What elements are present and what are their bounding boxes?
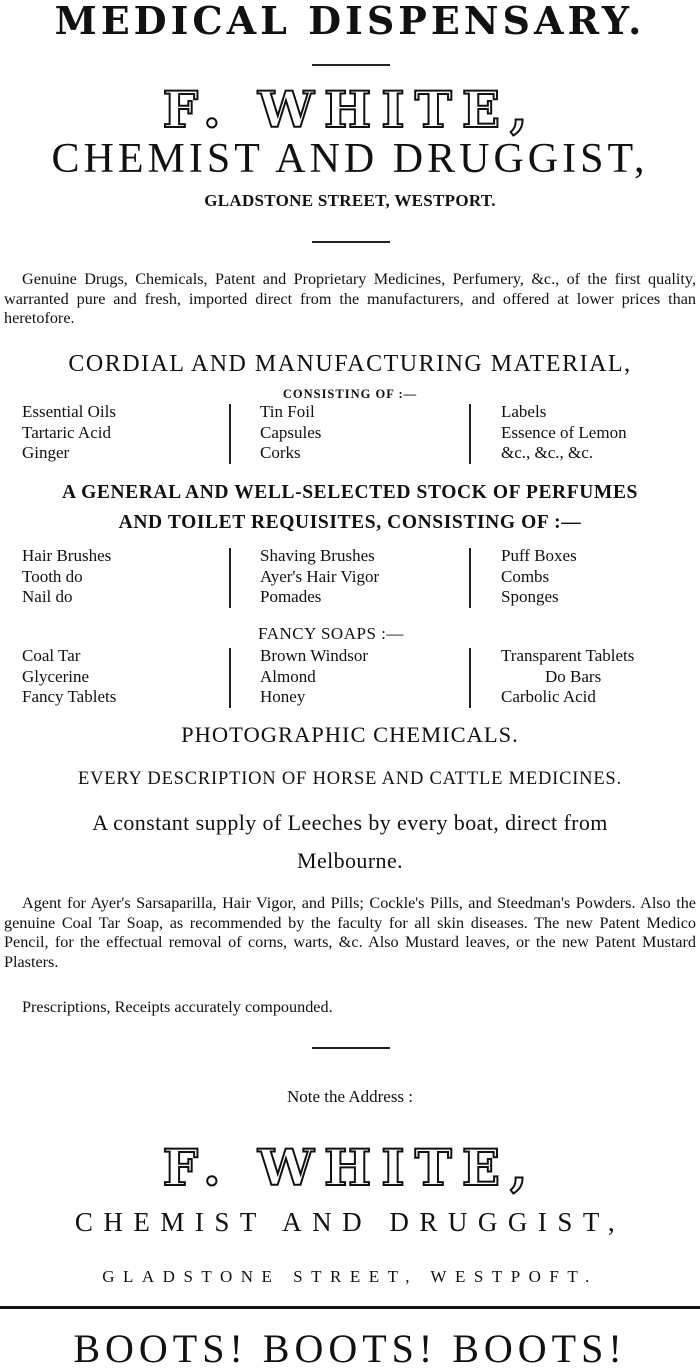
cordial-column-1	[22, 402, 116, 464]
list-item: Almond	[260, 666, 316, 686]
soaps-column-2	[260, 646, 368, 708]
list-item: Combs	[501, 566, 550, 586]
proprietor-name: F. WHITE,	[162, 80, 538, 139]
list-item: Essence of Lemon	[501, 422, 627, 442]
leeches-line-1: A constant supply of Leeches by every boat, direct from	[92, 810, 608, 835]
soaps-column-1	[22, 646, 116, 708]
prescriptions-line: Prescriptions, Receipts accurately compounded.	[22, 998, 333, 1016]
list-item: Do Bars	[545, 666, 602, 686]
footer-address: GLADSTONE STREET, WESTPOFT.	[102, 1267, 598, 1286]
divider-short	[312, 241, 390, 243]
column-divider	[229, 404, 231, 464]
perfumes-heading-line-2: AND TOILET REQUISITES, CONSISTING OF :—	[118, 512, 582, 533]
advertisement-separator	[0, 1306, 700, 1309]
list-item: Shaving Brushes	[260, 546, 375, 565]
list-item: Sponges	[501, 587, 559, 606]
list-item: Hair Brushes	[22, 546, 112, 565]
list-item: Ginger	[22, 443, 70, 462]
cordial-heading: CORDIAL AND MANUFACTURING MATERIAL,	[68, 351, 632, 377]
list-item: &c., &c., &c.	[501, 443, 594, 462]
perfumes-columns	[0, 546, 700, 610]
trade-title: CHEMIST AND DRUGGIST,	[51, 136, 649, 182]
list-item: Essential Oils	[22, 402, 116, 421]
column-divider	[469, 648, 471, 708]
list-item: Glycerine	[22, 666, 90, 686]
list-item: Tin Foil	[260, 402, 315, 421]
perfumes-column-1	[22, 546, 111, 608]
perfumes-heading-line-1: A GENERAL AND WELL-SELECTED STOCK OF PERFUMES	[61, 482, 638, 503]
shop-address: GLADSTONE STREET, WESTPORT.	[204, 191, 496, 210]
column-divider	[469, 404, 471, 464]
divider-short	[312, 1047, 390, 1049]
next-ad-heading: BOOTS! BOOTS! BOOTS!	[73, 1326, 627, 1371]
column-divider	[469, 548, 471, 608]
list-item: Nail do	[22, 587, 73, 606]
list-item: Pomades	[260, 587, 322, 606]
soaps-columns	[0, 646, 700, 710]
list-item: Brown Windsor	[260, 646, 369, 665]
leeches-line-2: Melbourne.	[296, 848, 404, 873]
perfumes-column-2	[260, 546, 379, 608]
cordial-columns	[0, 402, 700, 466]
perfumes-column-3	[501, 546, 577, 608]
list-item: Carbolic Acid	[501, 687, 596, 706]
horse-cattle-heading: EVERY DESCRIPTION OF HORSE AND CATTLE MEDICINES.	[78, 769, 622, 789]
footer-trade-title: CHEMIST AND DRUGGIST,	[74, 1207, 626, 1237]
list-item: Labels	[501, 402, 547, 421]
list-item: Transparent Tablets	[501, 646, 635, 665]
soaps-column-3	[501, 646, 634, 708]
list-item: Puff Boxes	[501, 546, 577, 565]
column-divider	[229, 548, 231, 608]
column-divider	[229, 648, 231, 708]
list-item: Ayer's Hair Vigor	[260, 566, 380, 586]
divider-short	[312, 64, 390, 66]
list-item: Tooth do	[22, 566, 83, 586]
footer-proprietor-name: F. WHITE,	[162, 1138, 538, 1197]
intro-paragraph: Genuine Drugs, Chemicals, Patent and Proprietary Medicines, Perfumery, &c., of the first quality, warranted pure and fresh, imported direct from the manufacturers, and offered at lower prices than heretofore.	[4, 270, 696, 327]
cordial-column-2	[260, 402, 321, 464]
list-item: Tartaric Acid	[22, 422, 111, 442]
fancy-soaps-label: FANCY SOAPS :—	[258, 624, 404, 643]
cordial-column-3	[501, 402, 627, 464]
note-the-address: Note the Address :	[286, 1087, 414, 1106]
photographic-chemicals-heading: PHOTOGRAPHIC CHEMICALS.	[181, 722, 519, 747]
list-item: Coal Tar	[22, 646, 81, 665]
list-item: Corks	[260, 443, 301, 462]
agent-paragraph: Agent for Ayer's Sarsaparilla, Hair Vigor, and Pills; Cockle's Pills, and Steedman's Powders. Also the genuine Coal Tar Soap, as recommended by the faculty for all skin diseases. The new Patent Medico Pencil, for the effectual removal of corns, warts, &c. Also Mustard leaves, or the new Patent Mustard Plasters.	[4, 894, 696, 971]
title-medical-dispensary: MEDICAL DISPENSARY.	[54, 0, 646, 43]
list-item: Capsules	[260, 422, 322, 442]
list-item: Honey	[260, 687, 306, 706]
cordial-consisting-label: CONSISTING OF :—	[282, 387, 418, 401]
list-item: Fancy Tablets	[22, 687, 117, 706]
